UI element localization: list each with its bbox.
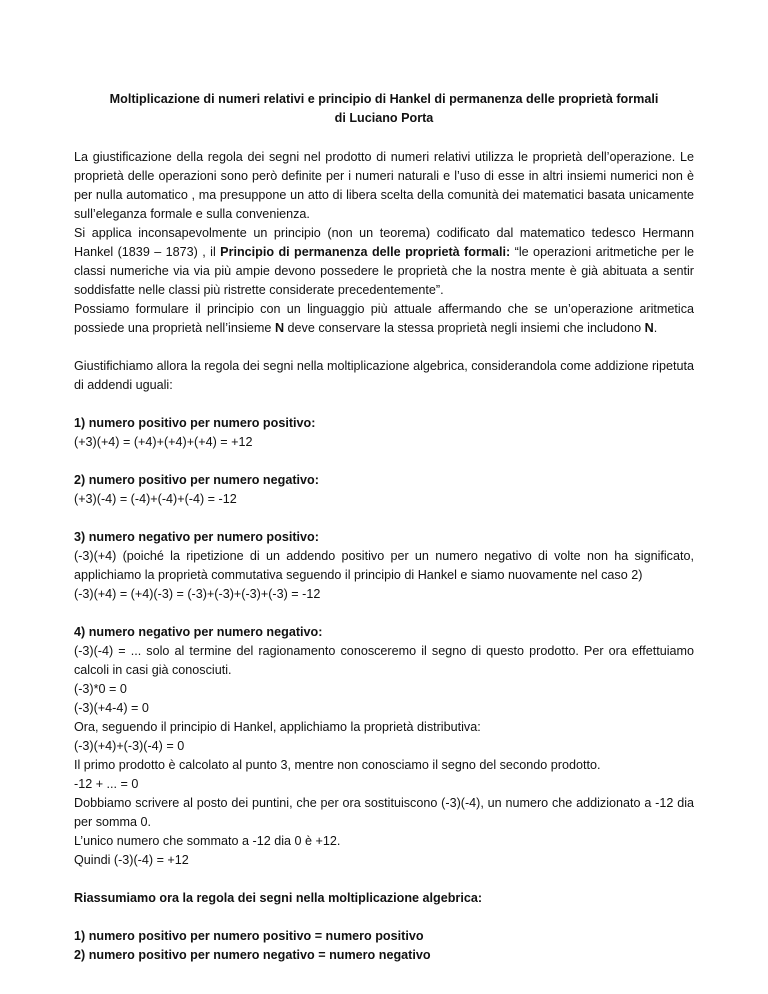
intro-p3-text: Possiamo formulare il principio con un linguaggio più attuale affermando che se un’operazione aritmetica possiede una proprietà nell’insieme <box>74 302 694 335</box>
title-line-1: Moltiplicazione di numeri relativi e principio di Hankel di permanenza delle proprietà formali <box>109 92 659 106</box>
intro-p3-text-mid: deve conservare la stessa proprietà negli insiemi che includono <box>284 321 645 335</box>
case-4-formula-1: (-3)*0 = 0 <box>74 682 127 696</box>
intro-paragraph-1: La giustificazione della regola dei segni nel prodotto di numeri relativi utilizza le proprietà dell’operazione. Le proprietà delle operazioni sono però definite per i numeri naturali e l’uso di esse in altri insiemi numerici non è per nulla automatico , ma presuppone un atto di libera scelta della comunità dei matematici basata unicamente sull’eleganza formale e sulla convenienza. <box>74 150 694 221</box>
summary-heading: Riassumiamo ora la regola dei segni nella moltiplicazione algebrica: <box>74 891 483 905</box>
case-4-text-4: Dobbiamo scrivere al posto dei puntini, che per ora sostituiscono (-3)(-4), un numero che addizionato a -12 dia per somma 0. <box>74 796 694 829</box>
summary-rule-2: 2) numero positivo per numero negativo = numero negativo <box>74 948 431 962</box>
case-1-heading: 1) numero positivo per numero positivo: <box>74 416 316 430</box>
case-1-formula: (+3)(+4) = (+4)+(+4)+(+4) = +12 <box>74 435 253 449</box>
intro-paragraph-2 <box>74 224 694 300</box>
intro-paragraph-3 <box>74 300 694 338</box>
author-line: di Luciano Porta <box>334 111 434 125</box>
case-3-heading: 3) numero negativo per numero positivo: <box>74 530 319 544</box>
case-3-formula: (-3)(+4) = (+4)(-3) = (-3)+(-3)+(-3)+(-3) = -12 <box>74 587 321 601</box>
intro-p3-end: . <box>653 321 658 335</box>
document-body <box>74 90 694 965</box>
intro-p2-text: Si applica inconsapevolmente un principio (non un teorema) codificato dal matematico tedesco Hermann Hankel (1839 – 1873) , il <box>74 226 694 259</box>
case-4-text-5: L’unico numero che sommato a -12 dia 0 è +12. <box>74 834 341 848</box>
hankel-principle-name: Principio di permanenza delle proprietà formali: <box>220 245 511 259</box>
summary-rule-1: 1) numero positivo per numero positivo = numero positivo <box>74 929 424 943</box>
case-4-text-2: Ora, seguendo il principio di Hankel, applichiamo la proprietà distributiva: <box>74 720 481 734</box>
case-4-formula-4: -12 + ... = 0 <box>74 777 139 791</box>
intro-p2-quote: “le operazioni aritmetiche per le classi numeriche via via più ampie devono possedere le proprietà che la nostra mente è già abituata a sentir soddisfatte nelle classi più ristrette considerate precedentemente”. <box>74 245 694 297</box>
case-3-text: (-3)(+4) (poiché la ripetizione di un addendo positivo per un numero negativo di volte non ha significato, applichiamo la proprietà commutativa seguendo il principio di Hankel e siamo nuovamente nel caso 2) <box>74 549 694 582</box>
set-n-symbol: N <box>644 321 654 335</box>
case-4-heading: 4) numero negativo per numero negativo: <box>74 625 323 639</box>
case-4-text-3: Il primo prodotto è calcolato al punto 3, mentre non conosciamo il segno del secondo prodotto. <box>74 758 601 772</box>
case-4-text-1: (-3)(-4) = ... solo al termine del ragionamento conosceremo il segno di questo prodotto. Per ora effettuiamo calcoli in casi già conosciuti. <box>74 644 694 677</box>
case-2-formula: (+3)(-4) = (-4)+(-4)+(-4) = -12 <box>74 492 237 506</box>
case-4-formula-3: (-3)(+4)+(-3)(-4) = 0 <box>74 739 185 753</box>
case-4-conclusion: Quindi (-3)(-4) = +12 <box>74 853 189 867</box>
case-4-formula-2: (-3)(+4-4) = 0 <box>74 701 149 715</box>
set-n-symbol: N <box>274 321 285 335</box>
justify-paragraph: Giustifichiamo allora la regola dei segni nella moltiplicazione algebrica, considerandola come addizione ripetuta di addendi uguali: <box>74 359 694 392</box>
case-2-heading: 2) numero positivo per numero negativo: <box>74 473 319 487</box>
